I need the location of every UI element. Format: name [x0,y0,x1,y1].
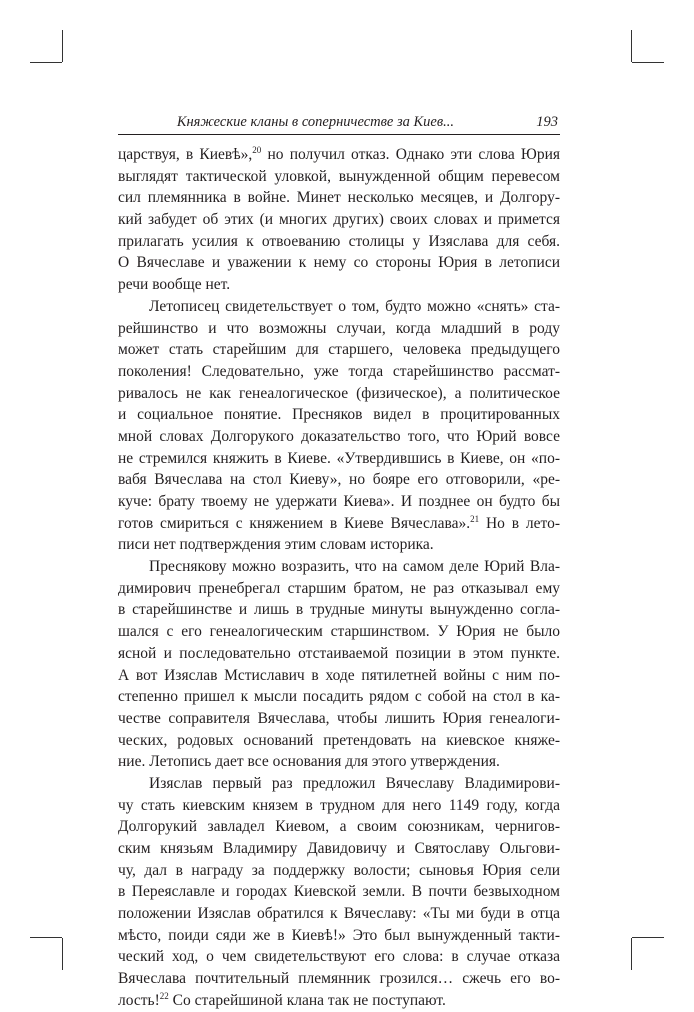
text-line: О Вячеславе и уважении к нему со стороны Юрия в летописи [118,254,560,272]
text-line: димирович пренебрегал старшим братом, не раз отказывал ему [118,579,560,597]
paragraph [118,773,560,1012]
text-line: вабя Вячеслава на стол Киеву», но бояре его отговорили, «ре- [118,471,560,489]
text-line: чу, дал в награду за поддержку волости; сыновья Юрия сели [118,861,560,879]
text-line: Летописец свидетельствует о том, будто можно «снять» ста- [149,297,560,315]
crop-mark-bottom-left-horizontal [30,937,62,938]
text-line: лость!$^{22}$ Со старейшиной клана так не поступают. [118,990,446,1009]
text-line: положении Изяслав обратился к Вячеславу: «Ты ми буди в отца [118,905,560,923]
text-line: ривалось не как генеалогическое (физическое), а политическое [118,384,560,402]
text-line: чу стать киевским князем в трудном для него 1149 году, когда [118,796,560,814]
crop-mark-bottom-right-horizontal [632,937,664,938]
crop-mark-top-left-horizontal [30,62,62,63]
crop-mark-top-right-horizontal [632,62,664,63]
text-line: в старейшинстве и лишь в трудные минуты вынужденно согла- [118,601,560,619]
text-line: писи нет подтверждения этим словам историка. [118,536,434,554]
text-line: куче: брату твоему не удержати Киева». И позднее он будто бы [118,493,560,510]
text-line: царствуя, в Киевѣ»,$^{20}$ но получил отказ. Однако эти слова Юрия [118,145,560,163]
text-line: Изяслав первый раз предложил Вячеславу Владимирови- [149,774,560,792]
text-line: кий забудет об этих (и многих других) своих словах и примется [118,211,560,229]
text-line: ским князьям Владимиру Давидовичу и Святославу Ольгови- [118,840,560,857]
crop-mark-bottom-right-vertical [631,938,632,970]
text-line: Преснякову можно возразить, что на самом деле Юрий Вла- [149,558,560,576]
text-line: мной словах Долгорукого доказательство того, что Юрий вовсе [118,427,560,445]
text-line: честве соправителя Вячеслава, чтобы лишить Юрия генеалоги- [118,709,560,727]
text-line: речи вообще нет. [118,276,231,294]
paragraph [118,556,560,773]
text-line: прилагать усилия к отвоеванию столицы у Изяслава для себя. [118,232,560,250]
text-line: поколения! Следовательно, уже тогда старейшинство рассмат- [118,362,560,380]
paragraph [118,144,560,296]
text-line: может стать старейшим для старшего, человека предыдущего [118,341,560,359]
text-line: ческих, родовых оснований претендовать на киевское княже- [118,731,560,749]
body-text [118,144,560,1012]
text-line: Долгорукий завладел Киевом, а своим союзникам, чернигов- [118,818,560,836]
crop-mark-top-left-vertical [62,30,63,62]
footnote-ref: 22 [159,990,169,1001]
text-line: ясной и последовательно отстаиваемой позиции в этом пункте. [118,644,560,662]
text-line: шался с его генеалогическим старшинством. У Юрия не было [118,623,560,641]
running-header [118,112,560,135]
text-line: Вячеслава почтительный племянник грозился… сжечь его во- [118,970,560,988]
text-line: ние. Летопись дает все основания для этого утверждения. [118,753,500,771]
crop-mark-bottom-left-vertical [62,938,63,970]
running-title: Княжеские кланы в соперничестве за Киев... [176,114,454,130]
footnote-ref: 21 [470,513,480,524]
text-line: рейшинство и что возможны случаи, когда младший в роду [118,319,560,337]
footnote-ref: 20 [252,145,262,155]
text-line: выглядят тактической уловкой, вынужденной общим перевесом [118,167,560,185]
crop-mark-top-right-vertical [631,30,632,62]
text-line: в Переяславле и городах Киевской земли. В почти безвыходном [118,883,560,901]
page-number: 193 [536,114,558,130]
text-line: готов смириться с княжением в Киеве Вячеслава».$^{21}$ Но в лето- [118,513,560,532]
text-line: степенно пришел к мысли посадить рядом с собой на стол в ка- [118,688,560,706]
text-line: и социальное понятие. Пресняков видел в процитированных [118,406,560,424]
paragraph [118,296,560,556]
text-line: сил племянника в войне. Минет несколько месяцев, и Долгору- [118,189,560,207]
text-line: не стремился княжить в Киеве. «Утвердившись в Киеве, он «по- [118,449,560,467]
text-line: А вот Изяслав Мстиславич в ходе пятилетней войны с ним по- [118,666,560,684]
text-line: ческий ход, о чем свидетельствуют его слова: в случае отказа [118,948,560,966]
text-line: мѣсто, поиди сяди же в Киевѣ!» Это был вынужденный такти- [118,926,560,944]
